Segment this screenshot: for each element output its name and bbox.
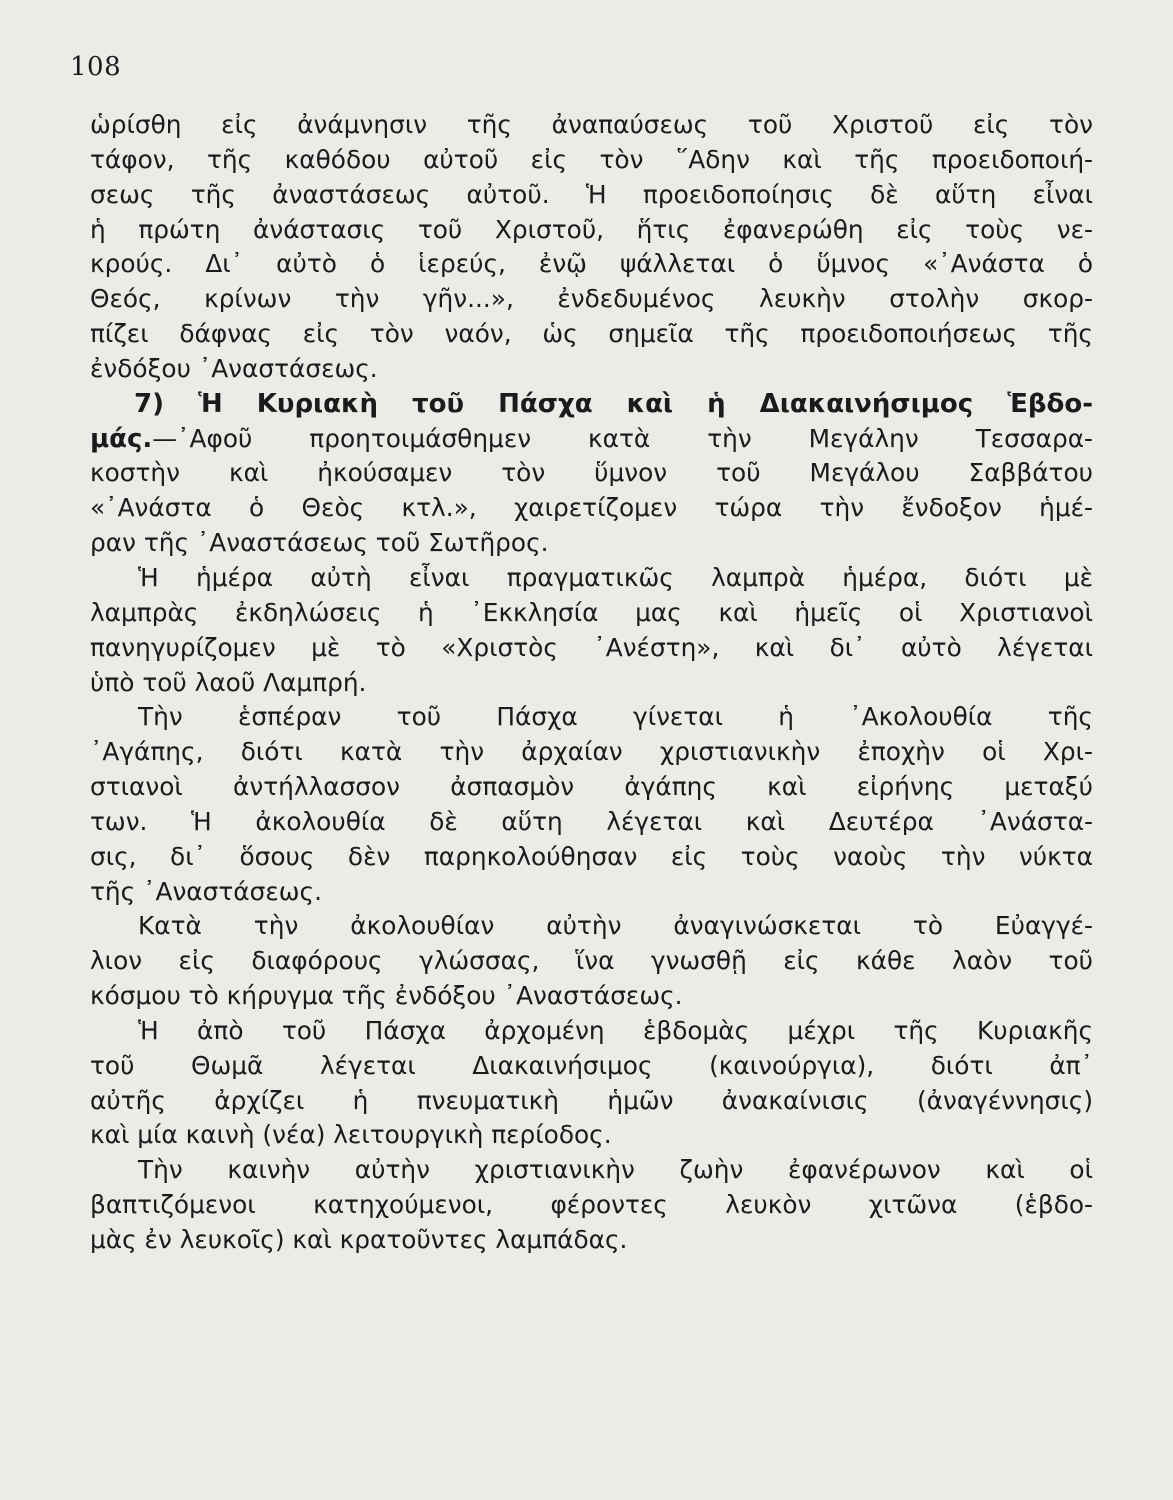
text-line: σις, δι᾽ ὅσους δὲν παρηκολούθησαν εἰς τοὺς ναοὺς τὴν νύκτα: [90, 841, 1093, 871]
text-line: λαμπρὰς ἐκδηλώσεις ἡ ᾿Εκκλησία μας καὶ ἡμεῖς οἱ Χριστιανοὶ: [90, 597, 1093, 627]
text-line: πανηγυρίζομεν μὲ τὸ «Χριστὸς ᾿Ανέστη», καὶ δι᾽ αὐτὸ λέγεται: [90, 632, 1093, 662]
text-line: ᾿Αγάπης, διότι κατὰ τὴν ἀρχαίαν χριστιανικὴν ἐποχὴν οἱ Χρι-: [90, 737, 1093, 767]
text-line: «᾿Ανάστα ὁ Θεὸς κτλ.», χαιρετίζομεν τώρα τὴν ἔνδοξον ἡμέ-: [90, 493, 1093, 523]
text-line: ραν τῆς ᾿Αναστάσεως τοῦ Σωτῆρος.: [90, 528, 549, 558]
paragraph-2: [90, 561, 1093, 700]
text-line: τῆς ᾿Αναστάσεως.: [90, 876, 322, 906]
paragraph-1: [90, 108, 1093, 387]
paragraph-4: [90, 909, 1093, 1014]
text-line: λιον εἰς διαφόρους γλώσσας, ἵνα γνωσθῇ εἰς κάθε λαὸν τοῦ: [90, 946, 1093, 976]
text-line: στιανοὶ ἀντήλλασσον ἀσπασμὸν ἀγάπης καὶ εἰρήνης μεταξύ: [90, 772, 1093, 802]
text-line: τοῦ Θωμᾶ λέγεται Διακαινήσιμος (καινούργια), διότι ἀπ᾽: [90, 1050, 1093, 1080]
text-line: των. Ἡ ἀκολουθία δὲ αὕτη λέγεται καὶ Δευτέρα ᾿Ανάστα-: [90, 806, 1093, 836]
text-line: Τὴν ἑσπέραν τοῦ Πάσχα γίνεται ἡ ᾿Ακολουθία τῆς: [138, 702, 1093, 732]
text-line: κόσμου τὸ κήρυγμα τῆς ἐνδόξου ᾿Αναστάσεως.: [90, 981, 683, 1011]
paragraph-6: [90, 1153, 1093, 1258]
text-line: Ἡ ἡμέρα αὐτὴ εἶναι πραγματικῶς λαμπρὰ ἡμέρα, διότι μὲ: [138, 562, 1093, 592]
text-line: τάφον, τῆς καθόδου αὐτοῦ εἰς τὸν ῞Αδην καὶ τῆς προειδοποιή-: [90, 144, 1093, 174]
text-line: Κατὰ τὴν ἀκολουθίαν αὐτὴν ἀναγινώσκεται τὸ Εὐαγγέ-: [138, 911, 1093, 941]
text-line: πίζει δάφνας εἰς τὸν ναόν, ὡς σημεῖα τῆς προειδοποιήσεως τῆς: [90, 319, 1093, 349]
text-line: Τὴν καινὴν αὐτὴν χριστιανικὴν ζωὴν ἐφανέρωνον καὶ οἱ: [138, 1155, 1093, 1185]
text-line: ἡ πρώτη ἀνάστασις τοῦ Χριστοῦ, ἥτις ἐφανερώθη εἰς τοὺς νε-: [90, 214, 1093, 244]
text-line: Ἡ ἀπὸ τοῦ Πάσχα ἀρχομένη ἑβδομὰς μέχρι τῆς Κυριακῆς: [138, 1015, 1093, 1045]
section-7: [90, 387, 1093, 561]
section-heading-title: 7) Ἡ Κυριακὴ τοῦ Πάσχα καὶ ἡ Διακαινήσιμος Ἑβδο-: [134, 388, 1093, 419]
paragraph-5: [90, 1014, 1093, 1153]
section-heading: [90, 387, 1093, 422]
text-line: βαπτιζόμενοι κατηχούμενοι, φέροντες λευκὸν χιτῶνα (ἑβδο-: [90, 1190, 1093, 1220]
section-heading-continuation: [90, 422, 1093, 457]
text-line: κρούς. Δι᾽ αὐτὸ ὁ ἱερεύς, ἐνῷ ψάλλεται ὁ ὕμνος «᾿Ανάστα ὁ: [90, 249, 1093, 279]
page-body: [90, 108, 1093, 1258]
text-line: μὰς ἐν λευκοῖς) καὶ κρατοῦντες λαμπάδας.: [90, 1225, 628, 1254]
text-line: ὡρίσθη εἰς ἀνάμνησιν τῆς ἀναπαύσεως τοῦ Χριστοῦ εἰς τὸν: [90, 110, 1093, 139]
text-line: ἐνδόξου ᾿Αναστάσεως.: [90, 353, 378, 383]
text-line: κοστὴν καὶ ἠκούσαμεν τὸν ὕμνον τοῦ Μεγάλου Σαββάτου: [90, 458, 1093, 488]
text-line: σεως τῆς ἀναστάσεως αὐτοῦ. Ἡ προειδοποίησις δὲ αὕτη εἶναι: [90, 179, 1093, 209]
section-text: —᾿Αφοῦ προητοιμάσθημεν κατὰ τὴν Μεγάλην Τεσσαρα-: [152, 423, 1093, 453]
text-line: καὶ μία καινὴ (νέα) λειτουργικὴ περίοδος.: [90, 1120, 612, 1150]
page-number: 108: [70, 52, 122, 82]
section-heading-title-end: μάς.: [90, 423, 153, 454]
text-line: αὐτῆς ἀρχίζει ἡ πνευματικὴ ἡμῶν ἀνακαίνισις (ἀναγέννησις): [90, 1085, 1093, 1115]
text-line: ὑπὸ τοῦ λαοῦ Λαμπρή.: [90, 667, 367, 697]
text-line: Θεός, κρίνων τὴν γῆν...», ἐνδεδυμένος λευκὴν στολὴν σκορ-: [90, 284, 1093, 314]
paragraph-3: [90, 700, 1093, 909]
